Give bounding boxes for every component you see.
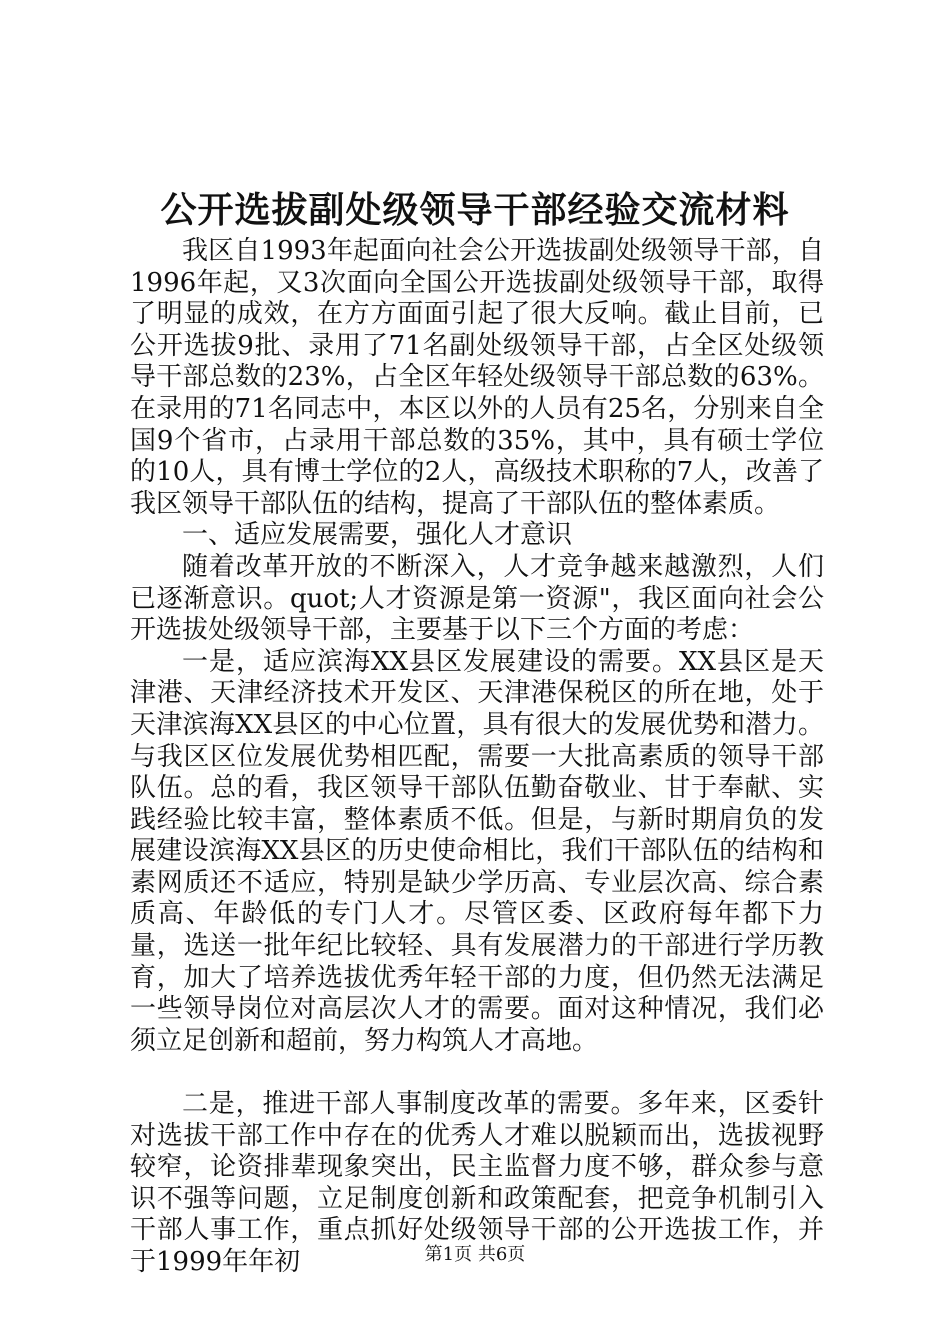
paragraph-background: 随着改革开放的不断深入，人才竞争越来越激烈，人们已逐渐意识。quot;人才资源是第一资源"，我区面向社会公开选拔处级领导干部，主要基于以下三个方面的考虑： [130,551,824,646]
page-number-footer: 第1页 共6页 [424,1244,526,1265]
document-body [130,236,824,1279]
paragraph-intro: 我区自1993年起面向社会公开选拔副处级领导干部，自1996年起，又3次面向全国公开选拔副处级领导干部，取得了明显的成效，在方方面面引起了很大反响。截止目前，已公开选拔9批、录用了71名副处级领导干部，占全区处级领导干部总数的23%，占全区年轻处级领导干部总数的63%。在录用的71名同志中，本区以外的人员有25名，分别来自全国9个省市，占录用干部总数的35%，其中，具有硕士学位的10人，具有博士学位的2人，高级技术职称的7人，改善了我区领导干部队伍的结构，提高了干部队伍的整体素质。 [130,236,824,519]
paragraph-point-1: 一是，适应滨海XX县区发展建设的需要。XX县区是天津港、天津经济技术开发区、天津港保税区的所在地，处于天津滨海XX县区的中心位置，具有很大的发展优势和潜力。与我区区位发展优势相匹配，需要一大批高素质的领导干部队伍。总的看，我区领导干部队伍勤奋敬业、甘于奉献、实践经验比较丰富，整体素质不低。但是，与新时期肩负的发展建设滨海XX县区的历史使命相比，我们干部队伍的结构和素网质还不适应，特别是缺少学历高、专业层次高、综合素质高、年龄低的专门人才。尽管区委、区政府每年都下力量，选送一批年纪比较轻、具有发展潜力的干部进行学历教育，加大了培养选拔优秀年轻干部的力度，但仍然无法满足一些领导岗位对高层次人才的需要。面对这种情况，我们必须立足创新和超前，努力构筑人才高地。 [130,646,824,1056]
paragraph-point-2: 二是，推进干部人事制度改革的需要。多年来，区委针对选拔干部工作中存在的优秀人才难以脱颖而出，选拔视野较窄，论资排辈现象突出，民主监督力度不够，群众参与意识不强等问题，立足制度创新和政策配套，把竞争机制引入干部人事工作，重点抓好处级领导干部的公开选拔工作，并于1999年年初 [130,1089,824,1277]
section-heading-1: 一、适应发展需要，强化人才意识 [182,520,573,551]
document-title: 公开选拔副处级领导干部经验交流材料 [160,189,790,231]
